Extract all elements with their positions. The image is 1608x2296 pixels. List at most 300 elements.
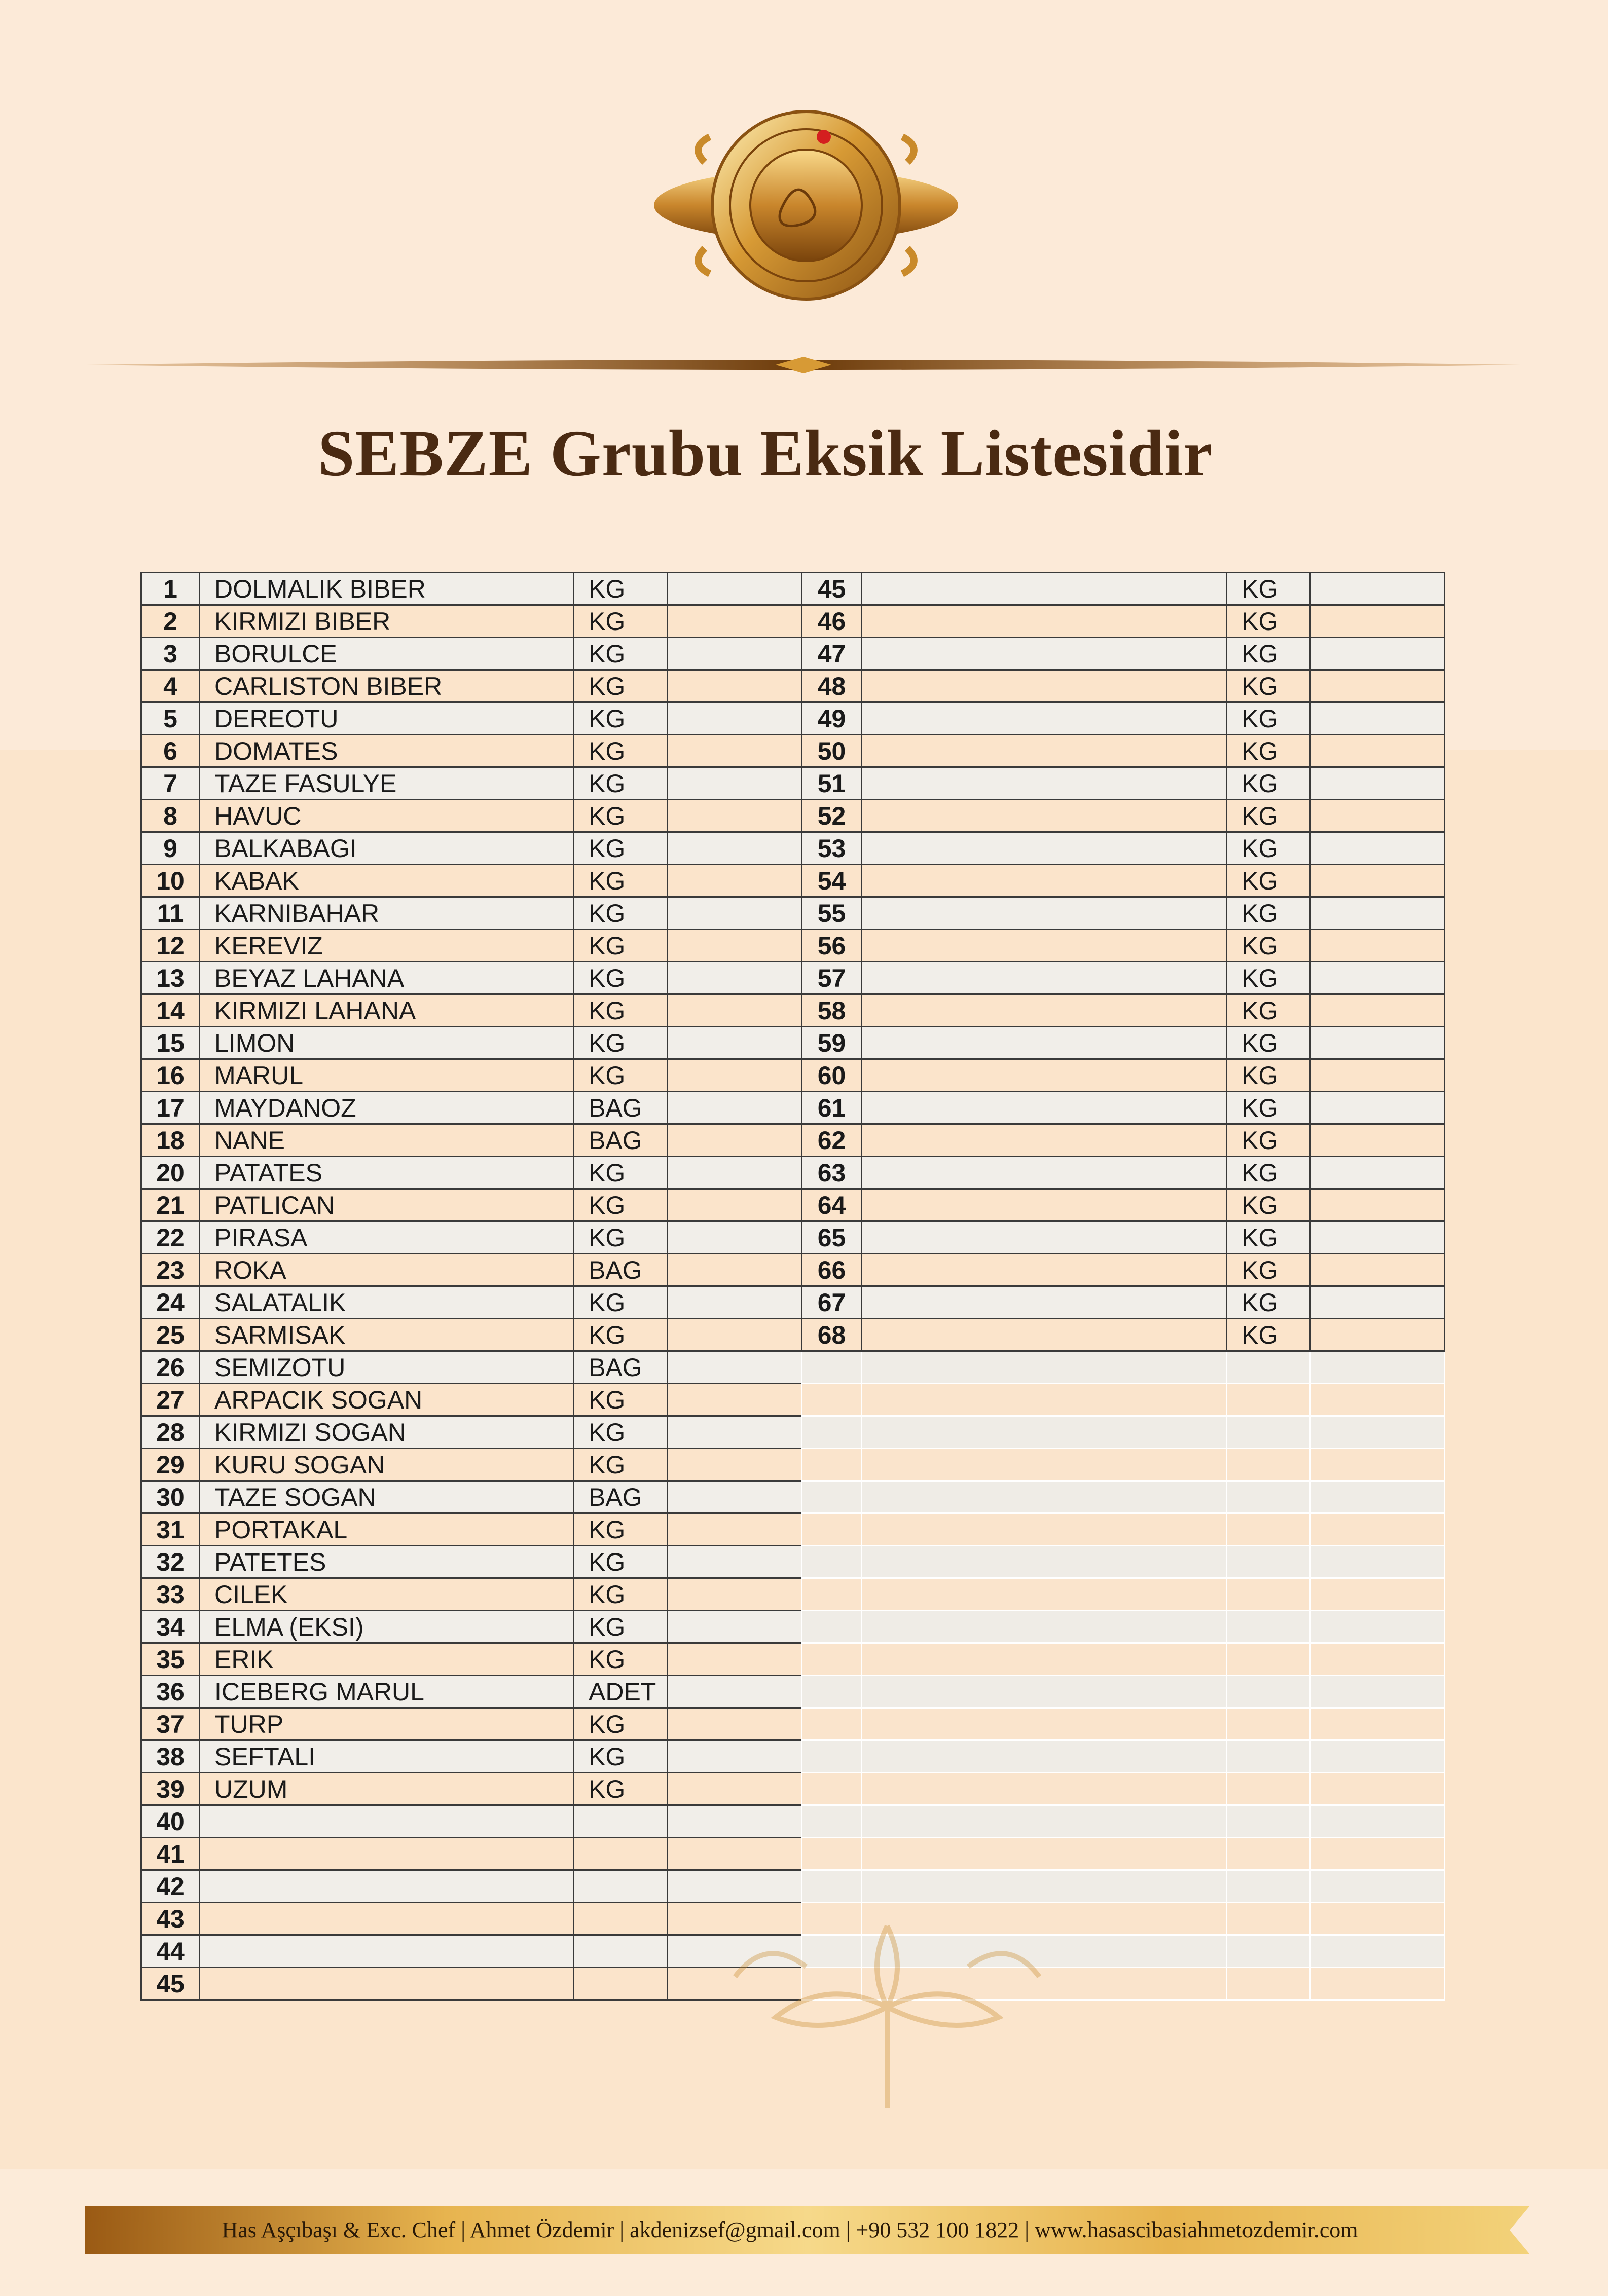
- item-name: BEYAZ LAHANA: [200, 962, 574, 994]
- item-name: PATETES: [200, 1546, 574, 1578]
- empty-cell: [862, 1546, 1227, 1578]
- item-number: 18: [141, 1124, 200, 1157]
- item-unit: KG: [574, 1286, 668, 1319]
- empty-cell: [1227, 1740, 1310, 1773]
- item-quantity: [668, 994, 802, 1027]
- item-unit: KG: [1227, 1286, 1310, 1319]
- item-name: [862, 573, 1227, 605]
- empty-cell: [802, 1416, 862, 1449]
- item-number: 44: [141, 1935, 200, 1968]
- empty-row: [802, 1643, 1445, 1676]
- table-row: [802, 1027, 1445, 1059]
- item-name: [862, 897, 1227, 930]
- item-number: 33: [141, 1578, 200, 1611]
- empty-cell: [1227, 1676, 1310, 1708]
- empty-cell: [1310, 1708, 1445, 1740]
- empty-cell: [802, 1578, 862, 1611]
- item-quantity: [668, 1384, 802, 1416]
- table-row: [141, 1092, 802, 1124]
- item-quantity: [668, 767, 802, 800]
- table-row: [141, 1027, 802, 1059]
- item-number: 32: [141, 1546, 200, 1578]
- empty-cell: [862, 1416, 1227, 1449]
- item-quantity: [668, 1124, 802, 1157]
- item-quantity: [668, 1351, 802, 1384]
- item-name: MAYDANOZ: [200, 1092, 574, 1124]
- item-unit: KG: [574, 670, 668, 702]
- item-name: [862, 962, 1227, 994]
- item-quantity: [1310, 735, 1445, 767]
- item-quantity: [668, 670, 802, 702]
- item-unit: KG: [1227, 670, 1310, 702]
- table-row: [141, 930, 802, 962]
- empty-cell: [1310, 1740, 1445, 1773]
- item-quantity: [668, 800, 802, 832]
- empty-cell: [1227, 1611, 1310, 1643]
- item-quantity: [668, 638, 802, 670]
- item-unit: KG: [1227, 962, 1310, 994]
- item-name: DOLMALIK BIBER: [200, 573, 574, 605]
- table-row: [141, 962, 802, 994]
- item-number: 38: [141, 1740, 200, 1773]
- item-unit: KG: [574, 735, 668, 767]
- item-number: 47: [802, 638, 862, 670]
- empty-row: [802, 1708, 1445, 1740]
- empty-cell: [802, 1870, 862, 1903]
- left-item-table: [140, 572, 802, 2001]
- item-number: 41: [141, 1838, 200, 1870]
- item-name: PATLICAN: [200, 1189, 574, 1221]
- item-quantity: [668, 1870, 802, 1903]
- item-quantity: [668, 1676, 802, 1708]
- empty-cell: [1310, 1935, 1445, 1968]
- item-unit: KG: [574, 1157, 668, 1189]
- item-name: [862, 605, 1227, 638]
- table-row: [141, 735, 802, 767]
- item-unit: KG: [574, 605, 668, 638]
- item-unit: KG: [1227, 1092, 1310, 1124]
- item-name: MARUL: [200, 1059, 574, 1092]
- empty-cell: [802, 1513, 862, 1546]
- item-name: [200, 1805, 574, 1838]
- table-row: [802, 702, 1445, 735]
- item-name: KIRMIZI SOGAN: [200, 1416, 574, 1449]
- item-unit: BAG: [574, 1092, 668, 1124]
- item-unit: KG: [1227, 897, 1310, 930]
- empty-cell: [1227, 1903, 1310, 1935]
- item-quantity: [668, 702, 802, 735]
- empty-cell: [1310, 1643, 1445, 1676]
- item-name: PIRASA: [200, 1221, 574, 1254]
- table-row: [141, 800, 802, 832]
- item-quantity: [668, 1838, 802, 1870]
- table-row: [141, 1513, 802, 1546]
- item-unit: KG: [574, 1773, 668, 1805]
- item-number: 45: [141, 1968, 200, 2000]
- item-unit: KG: [1227, 800, 1310, 832]
- table-row: [141, 638, 802, 670]
- item-number: 40: [141, 1805, 200, 1838]
- item-unit: [574, 1805, 668, 1838]
- item-unit: [574, 1935, 668, 1968]
- empty-cell: [1227, 1351, 1310, 1384]
- item-quantity: [1310, 1286, 1445, 1319]
- item-name: [862, 1157, 1227, 1189]
- table-row: [141, 1708, 802, 1740]
- item-unit: KG: [574, 800, 668, 832]
- empty-cell: [1227, 1481, 1310, 1513]
- empty-cell: [862, 1643, 1227, 1676]
- item-number: 58: [802, 994, 862, 1027]
- empty-row: [802, 1676, 1445, 1708]
- item-unit: [574, 1838, 668, 1870]
- table-row: [802, 1092, 1445, 1124]
- item-name: TURP: [200, 1708, 574, 1740]
- item-name: [862, 1092, 1227, 1124]
- table-row: [802, 638, 1445, 670]
- table-row: [141, 865, 802, 897]
- item-unit: KG: [574, 1416, 668, 1449]
- item-quantity: [1310, 1157, 1445, 1189]
- item-number: 48: [802, 670, 862, 702]
- item-unit: KG: [1227, 1221, 1310, 1254]
- item-name: ICEBERG MARUL: [200, 1676, 574, 1708]
- item-number: 67: [802, 1286, 862, 1319]
- empty-cell: [802, 1384, 862, 1416]
- table-row: [802, 1059, 1445, 1092]
- item-name: DOMATES: [200, 735, 574, 767]
- item-quantity: [1310, 832, 1445, 865]
- item-name: [200, 1838, 574, 1870]
- item-name: KIRMIZI BIBER: [200, 605, 574, 638]
- item-quantity: [668, 1416, 802, 1449]
- empty-cell: [862, 1384, 1227, 1416]
- item-quantity: [668, 865, 802, 897]
- item-quantity: [668, 930, 802, 962]
- item-number: 45: [802, 573, 862, 605]
- empty-cell: [862, 1773, 1227, 1805]
- item-quantity: [668, 573, 802, 605]
- empty-row: [802, 1449, 1445, 1481]
- item-number: 53: [802, 832, 862, 865]
- item-name: [862, 670, 1227, 702]
- item-name: [862, 832, 1227, 865]
- empty-row: [802, 1416, 1445, 1449]
- empty-cell: [1310, 1546, 1445, 1578]
- item-number: 42: [141, 1870, 200, 1903]
- empty-cell: [802, 1643, 862, 1676]
- item-quantity: [1310, 1027, 1445, 1059]
- item-quantity: [668, 1286, 802, 1319]
- empty-cell: [862, 1870, 1227, 1903]
- empty-row: [802, 1481, 1445, 1513]
- empty-cell: [862, 1805, 1227, 1838]
- table-row: [141, 994, 802, 1027]
- table-row: [141, 605, 802, 638]
- empty-cell: [1310, 1903, 1445, 1935]
- item-name: CARLISTON BIBER: [200, 670, 574, 702]
- item-quantity: [668, 1319, 802, 1351]
- item-number: 27: [141, 1384, 200, 1416]
- item-name: KURU SOGAN: [200, 1449, 574, 1481]
- table-row: [141, 1449, 802, 1481]
- table-row: [141, 1903, 802, 1935]
- item-number: 25: [141, 1319, 200, 1351]
- gold-divider-line: [86, 355, 1521, 375]
- item-name: ROKA: [200, 1254, 574, 1286]
- item-name: [862, 1189, 1227, 1221]
- empty-cell: [862, 1708, 1227, 1740]
- item-unit: [574, 1903, 668, 1935]
- empty-cell: [1310, 1676, 1445, 1708]
- item-name: NANE: [200, 1124, 574, 1157]
- item-quantity: [668, 1254, 802, 1286]
- item-quantity: [668, 605, 802, 638]
- table-row: [802, 897, 1445, 930]
- item-number: 24: [141, 1286, 200, 1319]
- item-quantity: [668, 1481, 802, 1513]
- table-row: [141, 1351, 802, 1384]
- item-unit: KG: [1227, 1059, 1310, 1092]
- item-quantity: [1310, 1092, 1445, 1124]
- empty-cell: [862, 1481, 1227, 1513]
- item-number: 4: [141, 670, 200, 702]
- item-unit: KG: [574, 767, 668, 800]
- table-row: [802, 1221, 1445, 1254]
- empty-cell: [862, 1838, 1227, 1870]
- item-number: 5: [141, 702, 200, 735]
- item-number: 51: [802, 767, 862, 800]
- item-name: [200, 1870, 574, 1903]
- empty-cell: [802, 1740, 862, 1773]
- empty-row: [802, 1513, 1445, 1546]
- item-number: 17: [141, 1092, 200, 1124]
- table-row: [141, 1676, 802, 1708]
- item-quantity: [1310, 1319, 1445, 1351]
- empty-cell: [1227, 1643, 1310, 1676]
- item-number: 61: [802, 1092, 862, 1124]
- item-name: SEFTALI: [200, 1740, 574, 1773]
- item-quantity: [1310, 800, 1445, 832]
- table-row: [802, 573, 1445, 605]
- item-name: SARMISAK: [200, 1319, 574, 1351]
- item-quantity: [668, 1059, 802, 1092]
- item-quantity: [668, 1157, 802, 1189]
- item-unit: KG: [574, 638, 668, 670]
- empty-cell: [1310, 1611, 1445, 1643]
- item-name: [862, 865, 1227, 897]
- item-number: 59: [802, 1027, 862, 1059]
- item-unit: KG: [1227, 735, 1310, 767]
- item-number: 3: [141, 638, 200, 670]
- item-number: 15: [141, 1027, 200, 1059]
- item-name: [862, 1059, 1227, 1092]
- item-number: 2: [141, 605, 200, 638]
- item-name: ERIK: [200, 1643, 574, 1676]
- table-row: [141, 1481, 802, 1513]
- item-quantity: [668, 1221, 802, 1254]
- empty-cell: [1227, 1449, 1310, 1481]
- item-number: 26: [141, 1351, 200, 1384]
- table-row: [141, 1578, 802, 1611]
- empty-cell: [1310, 1384, 1445, 1416]
- empty-cell: [1227, 1513, 1310, 1546]
- item-quantity: [668, 1513, 802, 1546]
- item-name: [200, 1935, 574, 1968]
- item-number: 37: [141, 1708, 200, 1740]
- item-name: [862, 638, 1227, 670]
- table-row: [141, 1286, 802, 1319]
- item-name: [862, 1221, 1227, 1254]
- table-row: [141, 1935, 802, 1968]
- empty-cell: [802, 1546, 862, 1578]
- item-unit: ADET: [574, 1676, 668, 1708]
- item-quantity: [1310, 1189, 1445, 1221]
- footer-contact-text: Has Aşçıbaşı & Exc. Chef | Ahmet Özdemir | akdenizsef@gmail.com | +90 532 100 1822 | www.hasascibasiahmetozdemir.com: [222, 2217, 1358, 2242]
- right-item-table: [801, 572, 1445, 2001]
- empty-cell: [1227, 1546, 1310, 1578]
- item-name: HAVUC: [200, 800, 574, 832]
- table-row: [141, 1546, 802, 1578]
- item-name: [862, 1254, 1227, 1286]
- item-number: 31: [141, 1513, 200, 1546]
- item-quantity: [668, 1740, 802, 1773]
- item-unit: KG: [1227, 930, 1310, 962]
- item-number: 50: [802, 735, 862, 767]
- empty-cell: [1310, 1870, 1445, 1903]
- empty-cell: [1310, 1838, 1445, 1870]
- item-unit: KG: [574, 1384, 668, 1416]
- item-name: DEREOTU: [200, 702, 574, 735]
- table-row: [802, 767, 1445, 800]
- item-name: [862, 930, 1227, 962]
- item-number: 16: [141, 1059, 200, 1092]
- empty-cell: [802, 1481, 862, 1513]
- item-quantity: [668, 1027, 802, 1059]
- item-number: 60: [802, 1059, 862, 1092]
- table-row: [141, 702, 802, 735]
- item-quantity: [668, 1773, 802, 1805]
- item-unit: [574, 1968, 668, 2000]
- empty-cell: [1227, 1805, 1310, 1838]
- table-row: [802, 962, 1445, 994]
- item-unit: KG: [574, 1059, 668, 1092]
- item-name: [862, 1286, 1227, 1319]
- table-row: [802, 1319, 1445, 1351]
- empty-cell: [1227, 1935, 1310, 1968]
- item-quantity: [1310, 605, 1445, 638]
- gold-emblem-logo: [649, 101, 963, 309]
- item-unit: KG: [1227, 573, 1310, 605]
- item-number: 20: [141, 1157, 200, 1189]
- item-quantity: [1310, 865, 1445, 897]
- item-number: 7: [141, 767, 200, 800]
- empty-row: [802, 1546, 1445, 1578]
- item-quantity: [1310, 702, 1445, 735]
- item-unit: KG: [574, 865, 668, 897]
- table-row: [141, 897, 802, 930]
- empty-row: [802, 1773, 1445, 1805]
- empty-cell: [802, 1708, 862, 1740]
- item-unit: KG: [574, 1740, 668, 1773]
- empty-row: [802, 1838, 1445, 1870]
- item-unit: KG: [1227, 605, 1310, 638]
- item-unit: KG: [574, 1611, 668, 1643]
- table-row: [141, 767, 802, 800]
- item-quantity: [1310, 994, 1445, 1027]
- item-number: 30: [141, 1481, 200, 1513]
- item-unit: KG: [574, 1027, 668, 1059]
- table-row: [141, 1157, 802, 1189]
- table-row: [141, 1773, 802, 1805]
- item-quantity: [668, 962, 802, 994]
- table-row: [802, 832, 1445, 865]
- item-number: 28: [141, 1416, 200, 1449]
- item-number: 11: [141, 897, 200, 930]
- item-unit: BAG: [574, 1124, 668, 1157]
- item-unit: KG: [574, 1513, 668, 1546]
- empty-row: [802, 1740, 1445, 1773]
- item-name: BALKABAGI: [200, 832, 574, 865]
- item-number: 43: [141, 1903, 200, 1935]
- table-row: [802, 1254, 1445, 1286]
- empty-cell: [862, 1611, 1227, 1643]
- item-quantity: [1310, 1124, 1445, 1157]
- item-name: [862, 1027, 1227, 1059]
- item-name: [862, 994, 1227, 1027]
- empty-row: [802, 1611, 1445, 1643]
- empty-cell: [862, 1449, 1227, 1481]
- item-name: CILEK: [200, 1578, 574, 1611]
- item-quantity: [1310, 1221, 1445, 1254]
- item-quantity: [668, 1449, 802, 1481]
- item-number: 13: [141, 962, 200, 994]
- empty-row: [802, 1805, 1445, 1838]
- item-unit: KG: [574, 1546, 668, 1578]
- table-row: [141, 1805, 802, 1838]
- item-name: [862, 1319, 1227, 1351]
- table-row: [802, 605, 1445, 638]
- empty-row: [802, 1870, 1445, 1903]
- empty-cell: [862, 1513, 1227, 1546]
- item-name: [200, 1968, 574, 2000]
- item-quantity: [1310, 1059, 1445, 1092]
- empty-cell: [1310, 1351, 1445, 1384]
- item-unit: KG: [574, 1221, 668, 1254]
- item-unit: KG: [574, 1578, 668, 1611]
- item-name: KEREVIZ: [200, 930, 574, 962]
- item-name: TAZE SOGAN: [200, 1481, 574, 1513]
- item-quantity: [668, 1546, 802, 1578]
- table-row: [141, 1189, 802, 1221]
- table-row: [802, 1286, 1445, 1319]
- item-unit: KG: [1227, 994, 1310, 1027]
- table-row: [141, 1870, 802, 1903]
- item-unit: KG: [1227, 832, 1310, 865]
- empty-cell: [802, 1805, 862, 1838]
- empty-cell: [1227, 1838, 1310, 1870]
- empty-row: [802, 1351, 1445, 1384]
- item-name: UZUM: [200, 1773, 574, 1805]
- item-quantity: [1310, 670, 1445, 702]
- empty-cell: [1310, 1805, 1445, 1838]
- item-unit: BAG: [574, 1351, 668, 1384]
- table-row: [141, 1221, 802, 1254]
- item-unit: KG: [1227, 1027, 1310, 1059]
- table-row: [802, 1157, 1445, 1189]
- item-name: SALATALIK: [200, 1286, 574, 1319]
- empty-cell: [1310, 1449, 1445, 1481]
